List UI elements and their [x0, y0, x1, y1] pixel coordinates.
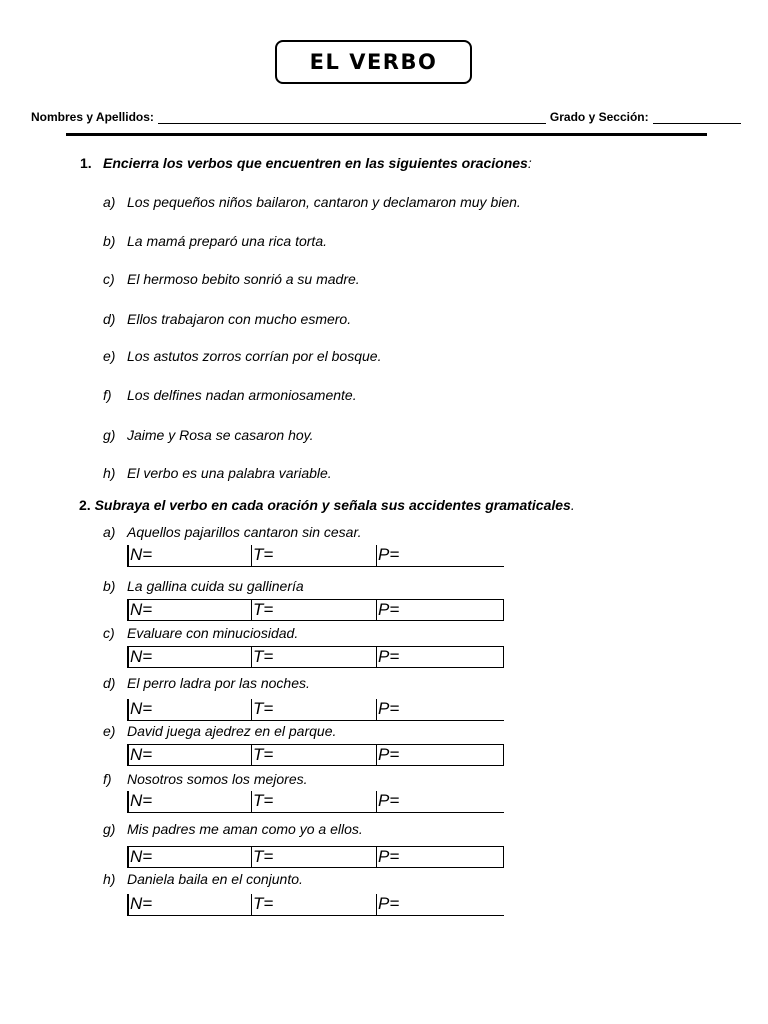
- item-letter: f): [103, 771, 112, 787]
- accidents-answer-row: [127, 846, 504, 868]
- person-field[interactable]: [377, 791, 504, 812]
- question-1-text: Encierra los verbos que encuentren en las siguientes oraciones: [103, 155, 528, 171]
- person-field-label: P=: [378, 745, 400, 764]
- item-sentence[interactable]: Ellos trabajaron con mucho esmero.: [127, 311, 352, 327]
- item-letter: b): [103, 578, 116, 594]
- divider-rule: [66, 133, 707, 136]
- tense-field[interactable]: [252, 894, 377, 915]
- item-sentence[interactable]: El verbo es una palabra variable.: [127, 465, 332, 481]
- person-field-label: P=: [378, 545, 400, 564]
- item-letter: d): [103, 675, 116, 691]
- number-field-label: N=: [130, 699, 153, 718]
- item-sentence[interactable]: Jaime y Rosa se casaron hoy.: [127, 427, 314, 443]
- accidents-answer-row: [127, 646, 504, 668]
- item-sentence[interactable]: Los delfines nadan armoniosamente.: [127, 387, 357, 403]
- accidents-answer-row: [127, 545, 504, 567]
- item-sentence[interactable]: Aquellos pajarillos cantaron sin cesar.: [127, 524, 362, 540]
- number-field[interactable]: [129, 647, 252, 667]
- person-field[interactable]: [377, 600, 503, 620]
- accidents-answer-row: [127, 599, 504, 621]
- item-sentence[interactable]: El perro ladra por las noches.: [127, 675, 310, 691]
- item-sentence[interactable]: La mamá preparó una rica torta.: [127, 233, 327, 249]
- tense-field-label: T=: [253, 647, 274, 666]
- tense-field[interactable]: [252, 745, 377, 765]
- grade-label: Grado y Sección:: [549, 110, 649, 124]
- item-letter: b): [103, 233, 116, 249]
- number-field[interactable]: [129, 600, 252, 620]
- item-letter: e): [103, 348, 116, 364]
- tense-field[interactable]: [252, 600, 377, 620]
- page-title: EL VERBO: [309, 50, 438, 74]
- number-field-label: N=: [130, 847, 153, 866]
- person-field-label: P=: [378, 847, 400, 866]
- tense-field[interactable]: [252, 545, 377, 566]
- number-field-label: N=: [130, 600, 153, 619]
- accidents-answer-row: [127, 699, 504, 721]
- person-field-label: P=: [378, 600, 400, 619]
- item-sentence[interactable]: Evaluare con minuciosidad.: [127, 625, 299, 641]
- tense-field-label: T=: [253, 791, 274, 810]
- question-2-heading: 2. Subraya el verbo en cada oración y señala sus accidentes gramaticales.: [79, 497, 575, 513]
- number-field-label: N=: [130, 545, 153, 564]
- grade-blank-line[interactable]: [653, 111, 741, 124]
- item-sentence[interactable]: El hermoso bebito sonrió a su madre.: [127, 271, 360, 287]
- accidents-answer-row: [127, 744, 504, 766]
- item-letter: g): [103, 821, 116, 837]
- number-field[interactable]: [129, 545, 252, 566]
- tense-field-label: T=: [253, 894, 274, 913]
- item-sentence[interactable]: David juega ajedrez en el parque.: [127, 723, 337, 739]
- number-field[interactable]: [129, 791, 252, 812]
- accidents-answer-row: [127, 894, 504, 916]
- item-sentence[interactable]: Los astutos zorros corrían por el bosque.: [127, 348, 382, 364]
- tense-field-label: T=: [253, 847, 274, 866]
- item-letter: a): [103, 194, 116, 210]
- number-field-label: N=: [130, 791, 153, 810]
- person-field-label: P=: [378, 647, 400, 666]
- number-field[interactable]: [129, 847, 252, 867]
- item-letter: g): [103, 427, 116, 443]
- number-field-label: N=: [130, 745, 153, 764]
- question-2-number: 2.: [79, 497, 91, 513]
- question-2-text: Subraya el verbo en cada oración y señala sus accidentes gramaticales: [94, 497, 571, 513]
- tense-field[interactable]: [252, 699, 377, 720]
- item-letter: h): [103, 465, 116, 481]
- tense-field-label: T=: [253, 545, 274, 564]
- question-1-number: 1.: [80, 155, 92, 171]
- person-field[interactable]: [377, 545, 504, 566]
- tense-field-label: T=: [253, 699, 274, 718]
- title-box: [275, 40, 472, 84]
- item-letter: e): [103, 723, 116, 739]
- item-letter: h): [103, 871, 116, 887]
- item-letter: f): [103, 387, 112, 403]
- name-blank-line[interactable]: [158, 111, 546, 124]
- item-sentence[interactable]: La gallina cuida su gallinería: [127, 578, 304, 594]
- student-info-row: [31, 106, 747, 124]
- item-sentence[interactable]: Mis padres me aman como yo a ellos.: [127, 821, 363, 837]
- tense-field-label: T=: [253, 600, 274, 619]
- person-field-label: P=: [378, 894, 400, 913]
- person-field[interactable]: [377, 699, 504, 720]
- question-1-heading: 1. Encierra los verbos que encuentren en las siguientes oraciones:: [80, 155, 532, 171]
- number-field[interactable]: [129, 699, 252, 720]
- item-letter: d): [103, 311, 116, 327]
- tense-field[interactable]: [252, 647, 377, 667]
- item-sentence[interactable]: Los pequeños niños bailaron, cantaron y declamaron muy bien.: [127, 194, 521, 210]
- person-field[interactable]: [377, 894, 504, 915]
- person-field[interactable]: [377, 847, 503, 867]
- name-label: Nombres y Apellidos:: [31, 110, 154, 124]
- person-field-label: P=: [378, 699, 400, 718]
- number-field[interactable]: [129, 894, 252, 915]
- person-field[interactable]: [377, 647, 503, 667]
- item-sentence[interactable]: Daniela baila en el conjunto.: [127, 871, 303, 887]
- person-field[interactable]: [377, 745, 503, 765]
- item-letter: a): [103, 524, 116, 540]
- accidents-answer-row: [127, 791, 504, 813]
- person-field-label: P=: [378, 791, 400, 810]
- number-field[interactable]: [129, 745, 252, 765]
- tense-field[interactable]: [252, 791, 377, 812]
- item-letter: c): [103, 271, 115, 287]
- item-sentence[interactable]: Nosotros somos los mejores.: [127, 771, 308, 787]
- tense-field[interactable]: [252, 847, 377, 867]
- item-letter: c): [103, 625, 115, 641]
- number-field-label: N=: [130, 647, 153, 666]
- number-field-label: N=: [130, 894, 153, 913]
- tense-field-label: T=: [253, 745, 274, 764]
